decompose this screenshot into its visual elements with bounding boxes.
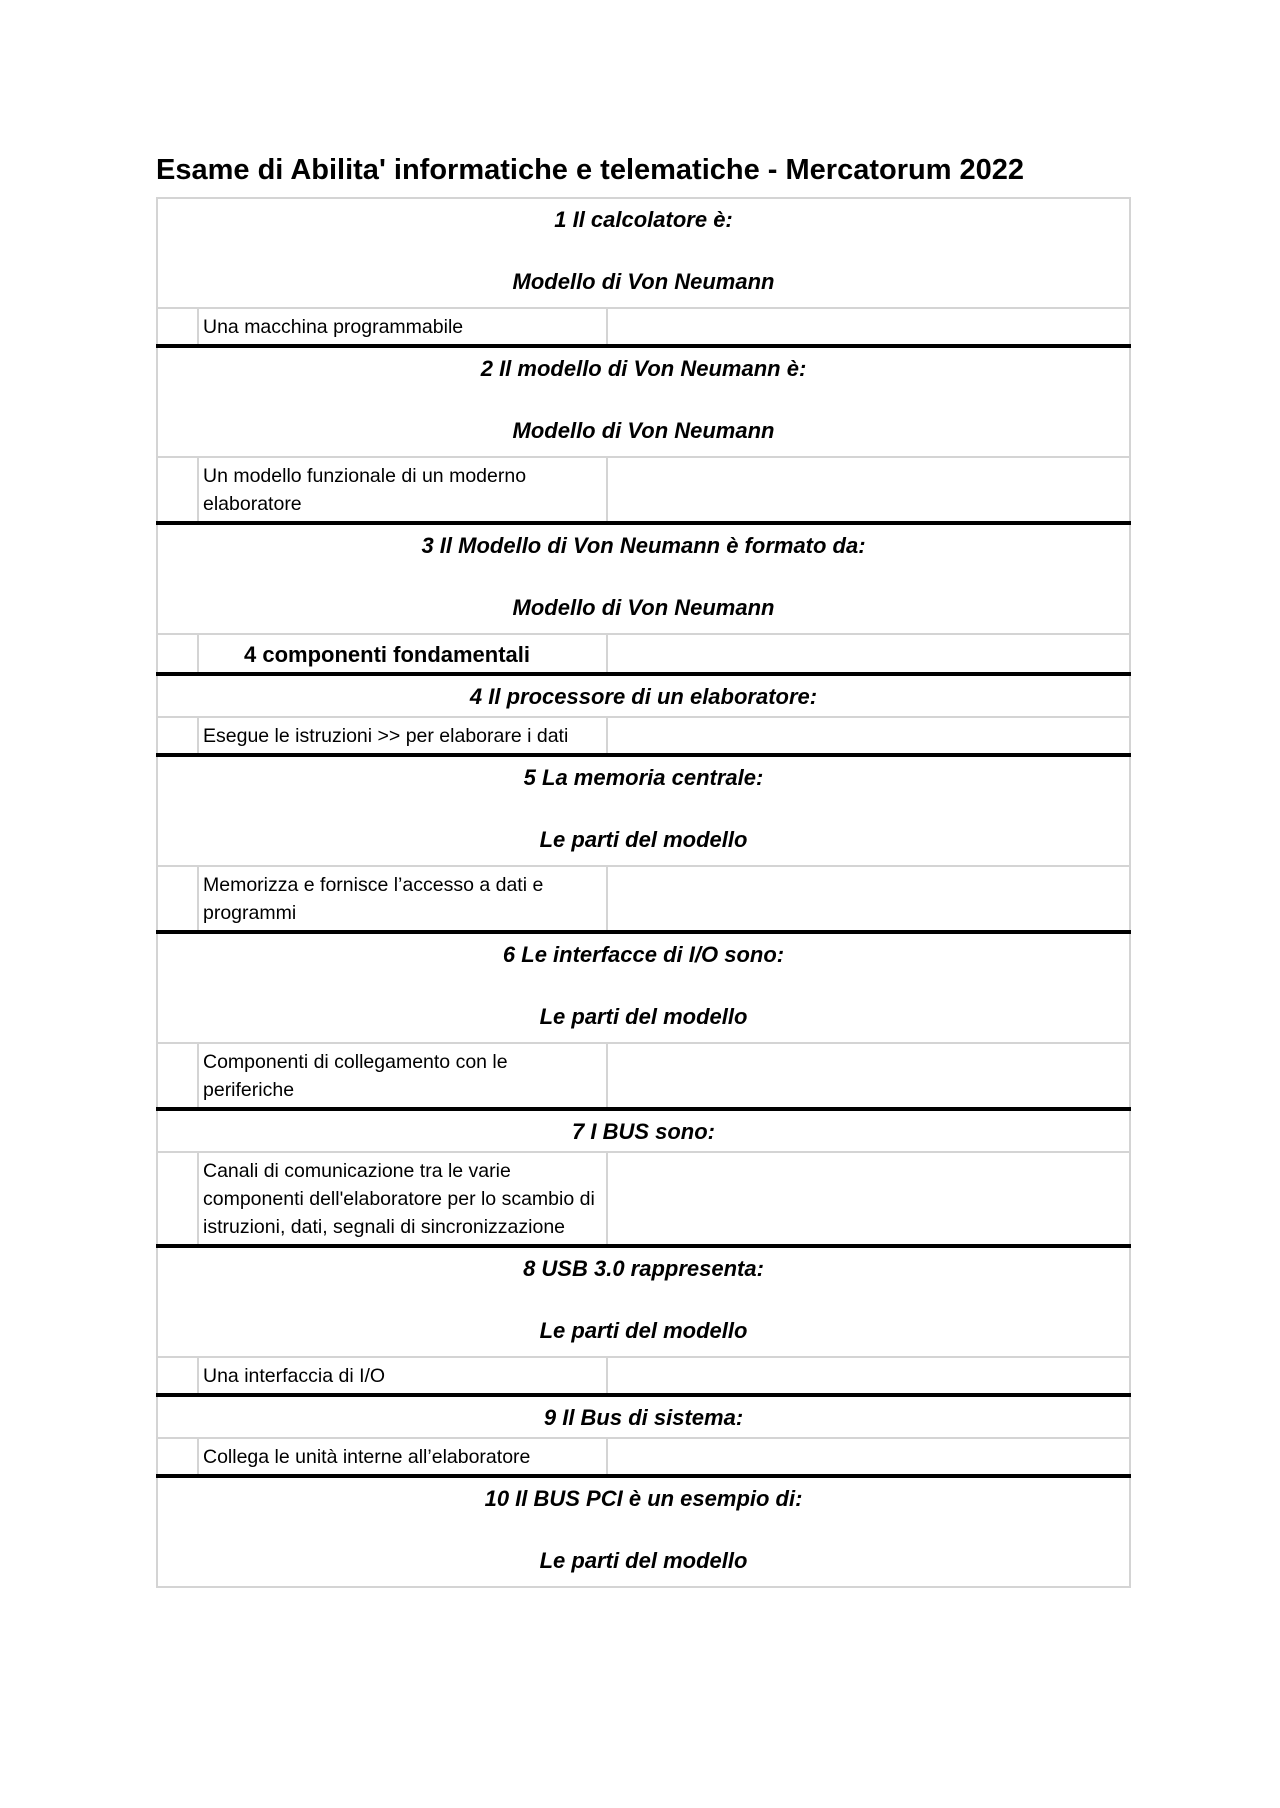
answer-row [157, 457, 1130, 523]
answer-blank-cell [607, 1043, 1130, 1109]
question-text: 6 Le interfacce di I/O sono: [502, 942, 785, 967]
question-row [157, 755, 1130, 866]
page-title: Esame di Abilita' informatiche e telematiche - Mercatorum 2022 [156, 154, 1025, 186]
answer-row [157, 717, 1130, 755]
answer-text: 4 componenti fondamentali [198, 634, 607, 674]
answer-spacer-cell [157, 457, 198, 523]
answer-spacer-cell [157, 1043, 198, 1109]
question-text: 1 Il calcolatore è: [554, 207, 733, 232]
question-row [157, 1246, 1130, 1357]
section-label: Le parti del modello [539, 827, 748, 853]
answer-text: Una macchina programmabile [198, 308, 607, 346]
question-text: 9 Il Bus di sistema: [543, 1405, 744, 1430]
question-text: 2 Il modello di Von Neumann è: [480, 356, 807, 381]
question-row [157, 523, 1130, 634]
answer-row [157, 1357, 1130, 1395]
question-cell [157, 932, 1130, 1043]
answer-text: Una interfaccia di I/O [198, 1357, 607, 1395]
question-text: 10 Il BUS PCI è un esempio di: [484, 1486, 803, 1511]
answer-blank-cell [607, 1438, 1130, 1476]
answer-text: Un modello funzionale di un moderno elaboratore [198, 457, 607, 523]
answer-row [157, 1152, 1130, 1246]
question-cell [157, 198, 1130, 308]
answer-spacer-cell [157, 717, 198, 755]
question-text: 5 La memoria centrale: [523, 765, 764, 790]
answer-text: Canali di comunicazione tra le varie componenti dell'elaboratore per lo scambio di istruzioni, dati, segnali di sincronizzazione [198, 1152, 607, 1246]
question-row [157, 1476, 1130, 1587]
question-text: 7 I BUS sono: [572, 1119, 716, 1144]
section-label: Modello di Von Neumann [512, 595, 775, 621]
answer-text: Componenti di collegamento con le periferiche [198, 1043, 607, 1109]
answer-row [157, 308, 1130, 346]
question-cell [157, 1246, 1130, 1357]
question-cell [157, 1476, 1130, 1587]
question-row [157, 932, 1130, 1043]
answer-spacer-cell [157, 1152, 198, 1246]
answer-blank-cell [607, 717, 1130, 755]
answer-blank-cell [607, 308, 1130, 346]
question-cell [157, 755, 1130, 866]
question-cell [157, 1395, 1130, 1438]
answer-spacer-cell [157, 1357, 198, 1395]
answer-blank-cell [607, 634, 1130, 674]
answer-spacer-cell [157, 634, 198, 674]
question-text: 4 Il processore di un elaboratore: [469, 684, 818, 709]
question-text: 8 USB 3.0 rappresenta: [523, 1256, 764, 1281]
answer-row [157, 1043, 1130, 1109]
answer-blank-cell [607, 866, 1130, 932]
answer-row [157, 634, 1130, 674]
answer-spacer-cell [157, 308, 198, 346]
section-label: Le parti del modello [539, 1318, 748, 1344]
quiz-table [156, 197, 1131, 1588]
question-cell [157, 1109, 1130, 1152]
answer-text: Memorizza e fornisce l’accesso a dati e programmi [198, 866, 607, 932]
question-row [157, 198, 1130, 308]
answer-blank-cell [607, 1152, 1130, 1246]
answer-blank-cell [607, 1357, 1130, 1395]
question-row [157, 674, 1130, 717]
question-text: 3 Il Modello di Von Neumann è formato da: [421, 533, 866, 558]
question-row [157, 1395, 1130, 1438]
section-label: Le parti del modello [539, 1548, 748, 1574]
question-cell [157, 346, 1130, 457]
answer-text: Collega le unità interne all’elaboratore [198, 1438, 607, 1476]
answer-spacer-cell [157, 1438, 198, 1476]
answer-row [157, 1438, 1130, 1476]
section-label: Modello di Von Neumann [512, 269, 775, 295]
question-cell [157, 523, 1130, 634]
answer-spacer-cell [157, 866, 198, 932]
answer-blank-cell [607, 457, 1130, 523]
question-row [157, 346, 1130, 457]
answer-row [157, 866, 1130, 932]
question-cell [157, 674, 1130, 717]
section-label: Le parti del modello [539, 1004, 748, 1030]
answer-text: Esegue le istruzioni >> per elaborare i dati [198, 717, 607, 755]
section-label: Modello di Von Neumann [512, 418, 775, 444]
question-row [157, 1109, 1130, 1152]
